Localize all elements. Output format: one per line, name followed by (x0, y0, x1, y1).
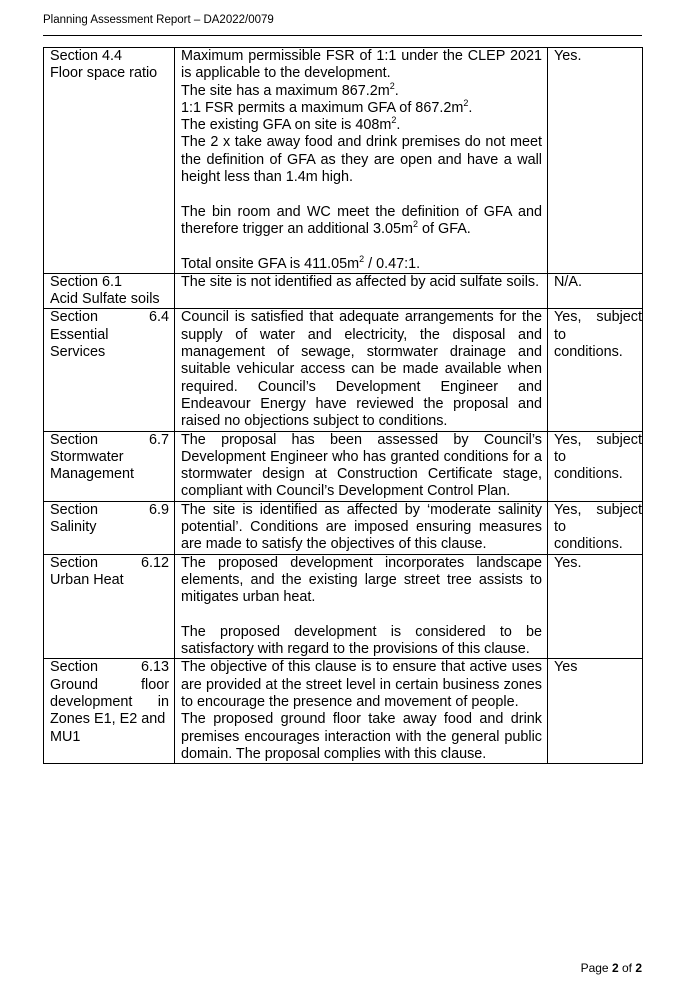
result-text: Yes, subject (554, 501, 642, 518)
clause-cell (44, 309, 175, 431)
comment-text: The proposed development incorporates landscape elements, and the existing large street tree assists to mitigates urban heat. (181, 554, 542, 606)
result-cell (548, 431, 643, 501)
result-text: to (554, 326, 567, 343)
clause-cell (44, 48, 175, 274)
clause-title: Services (50, 344, 106, 361)
result-text: Yes. (554, 48, 582, 64)
report-header: Planning Assessment Report – DA2022/0079 (43, 14, 274, 26)
result-text: to (554, 519, 567, 536)
table-row (44, 273, 643, 309)
clause-cell (44, 554, 175, 659)
comment-text: The site has a maximum $867.2m^2$. (181, 80, 399, 99)
page-number: Page 2 of 2 (580, 961, 642, 975)
comment-text: The existing GFA on site is $408m^2$. (181, 115, 401, 134)
clause-cell (44, 273, 175, 309)
table-row (44, 554, 643, 659)
result-cell (548, 501, 643, 554)
result-text: Yes. (554, 554, 582, 571)
table-row (44, 659, 643, 764)
assessment-table (43, 47, 643, 764)
result-cell (548, 48, 643, 274)
clause-title: Essential (50, 326, 109, 343)
comment-text: Council is satisfied that adequate arrangements for the supply of water and electricity, the disposal and management of sewage, stormwater drainage and suitable vehicular access can be made available when required. Council’s Development Engineer and Endeavour Energy have reviewed the proposal and raised no objections subject to conditions. (181, 309, 542, 430)
clause-title: Urban Heat (50, 571, 124, 588)
clause-number: Section 4.4 (50, 48, 123, 64)
table-row (44, 501, 643, 554)
result-text: conditions. (554, 536, 623, 553)
clause-title: Acid Sulfate soils (50, 291, 160, 308)
clause-title: Zones E1, E2 and (50, 711, 166, 728)
result-text: N/A. (554, 273, 582, 290)
comment-text: The bin room and WC meet the definition of GFA and therefore trigger an additional $3.05m^2$ of GFA. (181, 203, 542, 237)
clause-number: Section 6.1 (50, 273, 123, 290)
comment-cell (175, 273, 548, 309)
result-cell (548, 273, 643, 309)
clause-cell (44, 659, 175, 764)
result-text: Yes, subject (554, 309, 642, 326)
table-row (44, 48, 643, 274)
clause-cell (44, 431, 175, 501)
clause-title: Stormwater (50, 448, 124, 465)
result-text: conditions. (554, 466, 623, 483)
clause-number: Section 6.13 (50, 659, 169, 676)
clause-title: Floor space ratio (50, 65, 158, 82)
clause-title: development in (50, 693, 169, 710)
result-text: Yes, subject (554, 431, 642, 448)
clause-cell (44, 501, 175, 554)
comment-text: The objective of this clause is to ensure that active uses are provided at the street level in certain business zones to encourage the presence and movement of people. (181, 659, 542, 710)
table-row (44, 309, 643, 431)
comment-text: 1:1 FSR permits a maximum GFA of $867.2m^2$. (181, 98, 473, 116)
comment-text: Maximum permissible FSR of 1:1 under the CLEP 2021 is applicable to the development. (181, 48, 542, 82)
header-divider (43, 35, 642, 36)
clause-number: Section 6.4 (50, 309, 169, 326)
result-cell (548, 309, 643, 431)
comment-text: Total onsite GFA is $411.05m^2$ / 0.47:1. (181, 253, 421, 272)
result-text: conditions. (554, 344, 623, 361)
comment-cell (175, 659, 548, 764)
clause-title: Salinity (50, 519, 97, 536)
clause-title: Ground floor (50, 676, 169, 693)
result-cell (548, 659, 643, 764)
result-cell (548, 554, 643, 659)
comment-cell (175, 431, 548, 501)
clause-title: MU1 (50, 728, 81, 745)
comment-cell (175, 48, 548, 274)
comment-text: The proposal has been assessed by Council’s Development Engineer who has granted conditions for a stormwater design at Construction Certificate stage, compliant with Council’s Development Control Plan. (181, 431, 542, 500)
comment-cell (175, 554, 548, 659)
table-row (44, 431, 643, 501)
comment-text: The proposed development is considered to be satisfactory with regard to the provisions of this clause. (181, 623, 542, 658)
comment-cell (175, 501, 548, 554)
result-text: Yes (554, 659, 578, 676)
comment-text: The site is identified as affected by ‘moderate salinity potential’. Conditions are imposed ensuring measures are made to satisfy the objectives of this clause. (181, 501, 542, 553)
clause-number: Section 6.12 (50, 554, 169, 571)
comment-text: The 2 x take away food and drink premises do not meet the definition of GFA as they are open and have a wall height less than 1.4m high. (181, 134, 542, 186)
clause-number: Section 6.7 (50, 431, 169, 448)
comment-cell (175, 309, 548, 431)
clause-title: Management (50, 466, 134, 483)
result-text: to (554, 448, 567, 465)
comment-text: The proposed ground floor take away food and drink premises encourages interaction with the general public domain. The proposal complies with this clause. (181, 711, 542, 762)
clause-number: Section 6.9 (50, 501, 169, 518)
comment-text: The site is not identified as affected by acid sulfate soils. (181, 273, 540, 290)
